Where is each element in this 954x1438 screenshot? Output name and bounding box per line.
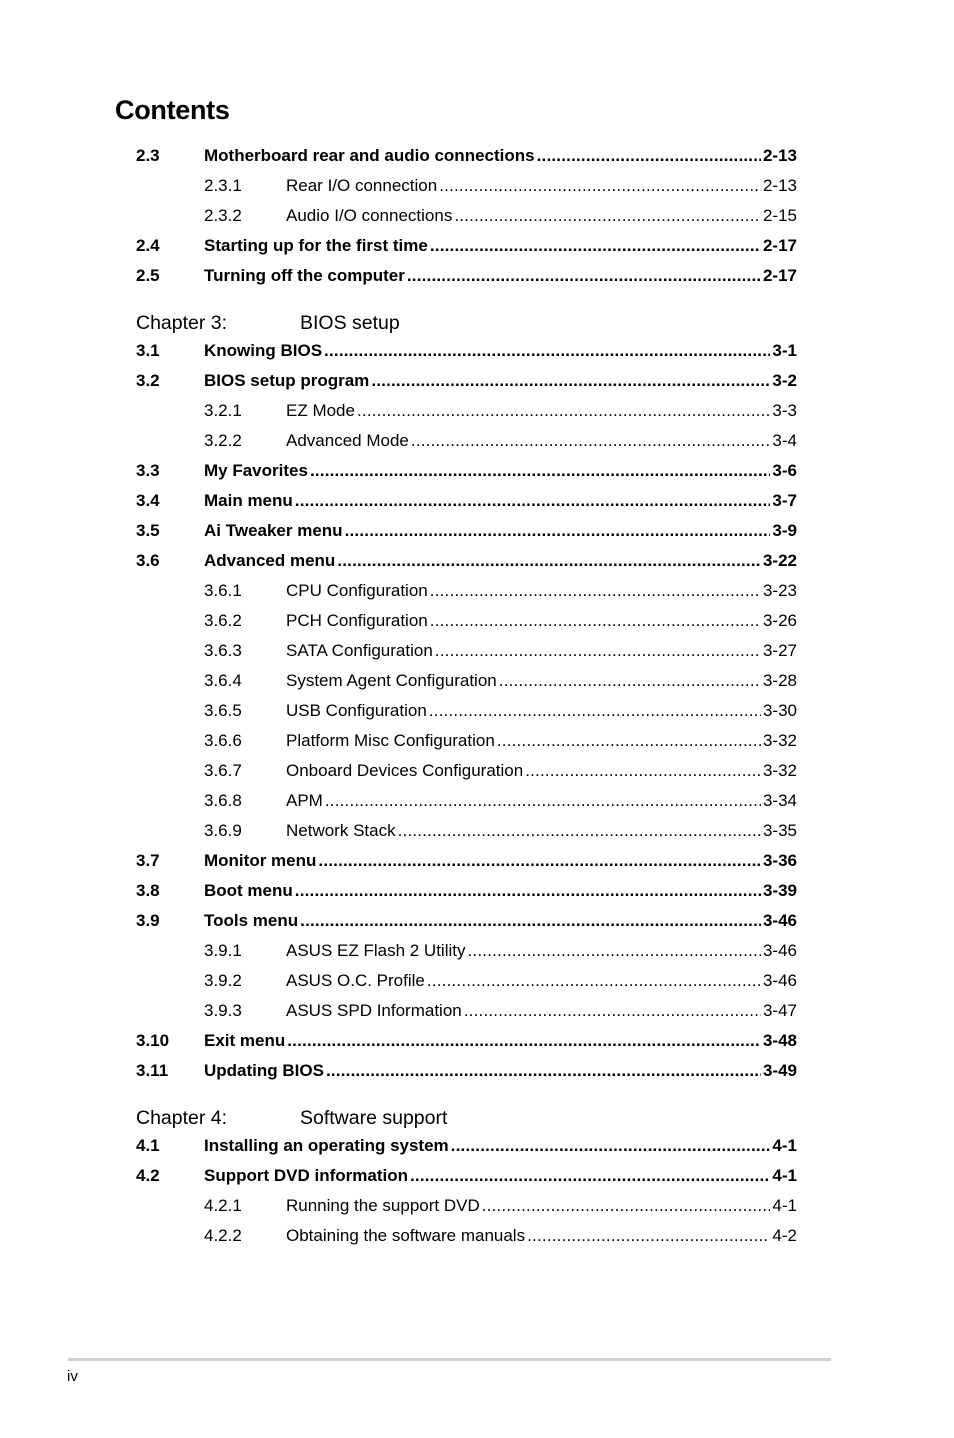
toc-section-entry[interactable] bbox=[0, 909, 954, 933]
section-number: 2.5 bbox=[136, 266, 160, 285]
dot-leader bbox=[427, 969, 761, 993]
page-number: 3-34 bbox=[762, 791, 797, 810]
dot-leader bbox=[499, 669, 761, 693]
dot-leader bbox=[468, 939, 761, 963]
page-number: 3-30 bbox=[762, 701, 797, 720]
page-number: 3-26 bbox=[762, 611, 797, 630]
section-number: 3.6.9 bbox=[204, 821, 242, 840]
page-number: 3-9 bbox=[772, 521, 797, 540]
page-number: 3-28 bbox=[762, 671, 797, 690]
page-number: 3-35 bbox=[762, 821, 797, 840]
dot-leader bbox=[295, 489, 771, 513]
dot-leader bbox=[325, 789, 761, 813]
page-number: 3-39 bbox=[762, 881, 797, 900]
page-number: 3-32 bbox=[762, 761, 797, 780]
page-number: 2-17 bbox=[762, 236, 797, 255]
section-title: SATA Configuration bbox=[286, 641, 433, 660]
section-number: 4.1 bbox=[136, 1136, 160, 1155]
dot-leader bbox=[407, 264, 761, 288]
section-number: 3.1 bbox=[136, 341, 160, 360]
dot-leader bbox=[371, 369, 770, 393]
section-title: Ai Tweaker menu bbox=[204, 521, 343, 540]
dot-leader bbox=[454, 204, 761, 228]
page-number: 3-49 bbox=[762, 1061, 797, 1080]
dot-leader bbox=[345, 519, 771, 543]
dot-leader bbox=[411, 429, 771, 453]
section-number: 3.6.8 bbox=[204, 791, 242, 810]
toc-section-entry[interactable] bbox=[0, 849, 954, 873]
page-number: 2-17 bbox=[762, 266, 797, 285]
section-number: 4.2.1 bbox=[204, 1196, 242, 1215]
section-number: 3.9.3 bbox=[204, 1001, 242, 1020]
page-number: 4-1 bbox=[772, 1196, 797, 1215]
toc-subsection-entry[interactable] bbox=[0, 819, 954, 843]
section-number: 3.8 bbox=[136, 881, 160, 900]
toc-subsection-entry[interactable] bbox=[0, 1224, 954, 1248]
toc-subsection-entry[interactable] bbox=[0, 1194, 954, 1218]
dot-leader bbox=[357, 399, 770, 423]
section-title: ASUS O.C. Profile bbox=[286, 971, 425, 990]
dot-leader bbox=[295, 879, 761, 903]
page-number: 2-15 bbox=[762, 206, 797, 225]
page-number: 3-27 bbox=[762, 641, 797, 660]
dot-leader bbox=[482, 1194, 771, 1218]
toc-subsection-entry[interactable] bbox=[0, 789, 954, 813]
page-number: 3-2 bbox=[772, 371, 797, 390]
section-number: 3.6.5 bbox=[204, 701, 242, 720]
toc-subsection-entry[interactable] bbox=[0, 729, 954, 753]
toc-subsection-entry[interactable] bbox=[0, 174, 954, 198]
section-number: 3.9.1 bbox=[204, 941, 242, 960]
section-number: 3.7 bbox=[136, 851, 160, 870]
page-number: 4-1 bbox=[772, 1166, 797, 1185]
section-number: 3.6.4 bbox=[204, 671, 242, 690]
toc-subsection-entry[interactable] bbox=[0, 399, 954, 423]
toc-subsection-entry[interactable] bbox=[0, 669, 954, 693]
section-title: Support DVD information bbox=[204, 1166, 408, 1185]
dot-leader bbox=[398, 819, 761, 843]
dot-leader bbox=[537, 144, 761, 168]
page-number: 3-46 bbox=[762, 971, 797, 990]
dot-leader bbox=[430, 579, 761, 603]
dot-leader bbox=[439, 174, 761, 198]
toc-subsection-entry[interactable] bbox=[0, 699, 954, 723]
chapter-label: Chapter 3: bbox=[136, 312, 228, 334]
footer-page-number: iv bbox=[67, 1368, 78, 1385]
section-title: ASUS SPD Information bbox=[286, 1001, 462, 1020]
section-title: CPU Configuration bbox=[286, 581, 428, 600]
section-title: EZ Mode bbox=[286, 401, 355, 420]
section-number: 3.6 bbox=[136, 551, 160, 570]
section-number: 4.2.2 bbox=[204, 1226, 242, 1245]
section-number: 3.3 bbox=[136, 461, 160, 480]
section-title: Monitor menu bbox=[204, 851, 317, 870]
chapter-title: Software support bbox=[300, 1107, 448, 1129]
section-title: PCH Configuration bbox=[286, 611, 428, 630]
page-number: 3-4 bbox=[772, 431, 797, 450]
toc-subsection-entry[interactable] bbox=[0, 759, 954, 783]
section-title: Rear I/O connection bbox=[286, 176, 438, 195]
toc-subsection-entry[interactable] bbox=[0, 999, 954, 1023]
toc-section-entry[interactable] bbox=[0, 1164, 954, 1188]
chapter-title: BIOS setup bbox=[300, 312, 400, 334]
section-number: 3.11 bbox=[136, 1061, 169, 1080]
page-number: 2-13 bbox=[762, 176, 797, 195]
toc-section-entry[interactable] bbox=[0, 144, 954, 168]
chapter-heading bbox=[0, 1104, 954, 1132]
dot-leader bbox=[464, 999, 761, 1023]
toc-section-entry[interactable] bbox=[0, 234, 954, 258]
page-number: 3-47 bbox=[762, 1001, 797, 1020]
section-number: 3.10 bbox=[136, 1031, 170, 1050]
dot-leader bbox=[337, 549, 761, 573]
toc-section-entry[interactable] bbox=[0, 519, 954, 543]
page-number: 3-32 bbox=[762, 731, 797, 750]
section-title: APM bbox=[286, 791, 323, 810]
section-title: Turning off the computer bbox=[204, 266, 405, 285]
footer-divider bbox=[68, 1358, 831, 1361]
dot-leader bbox=[429, 699, 761, 723]
section-number: 3.2.2 bbox=[204, 431, 242, 450]
toc-section-entry[interactable] bbox=[0, 339, 954, 363]
page-number: 4-2 bbox=[772, 1226, 797, 1245]
dot-leader bbox=[300, 909, 761, 933]
section-number: 2.4 bbox=[136, 236, 160, 255]
page-title: Contents bbox=[115, 95, 230, 125]
dot-leader bbox=[326, 1059, 761, 1083]
toc-section-entry[interactable] bbox=[0, 459, 954, 483]
section-number: 4.2 bbox=[136, 1166, 160, 1185]
page-number: 3-7 bbox=[772, 491, 797, 510]
page-number: 3-46 bbox=[762, 911, 797, 930]
page-number: 3-1 bbox=[772, 341, 797, 360]
section-title: Boot menu bbox=[204, 881, 293, 900]
toc-section-entry[interactable] bbox=[0, 264, 954, 288]
toc-section-entry[interactable] bbox=[0, 369, 954, 393]
dot-leader bbox=[318, 849, 761, 873]
section-title: Installing an operating system bbox=[204, 1136, 449, 1155]
section-title: BIOS setup program bbox=[204, 371, 370, 390]
section-title: My Favorites bbox=[204, 461, 308, 480]
section-number: 3.6.1 bbox=[204, 581, 242, 600]
dot-leader bbox=[430, 234, 761, 258]
section-number: 3.9 bbox=[136, 911, 160, 930]
page-number: 4-1 bbox=[772, 1136, 797, 1155]
section-number: 3.6.7 bbox=[204, 761, 242, 780]
section-number: 3.6.6 bbox=[204, 731, 242, 750]
page-number: 3-46 bbox=[762, 941, 797, 960]
toc-section-entry[interactable] bbox=[0, 549, 954, 573]
section-number: 3.2.1 bbox=[204, 401, 242, 420]
page-number: 3-22 bbox=[762, 551, 797, 570]
section-title: Audio I/O connections bbox=[286, 206, 453, 225]
toc-subsection-entry[interactable] bbox=[0, 969, 954, 993]
section-number: 3.6.3 bbox=[204, 641, 242, 660]
section-title: Exit menu bbox=[204, 1031, 286, 1050]
toc-subsection-entry[interactable] bbox=[0, 204, 954, 228]
section-title: System Agent Configuration bbox=[286, 671, 497, 690]
section-number: 2.3 bbox=[136, 146, 160, 165]
section-title: Advanced menu bbox=[204, 551, 336, 570]
toc-section-entry[interactable] bbox=[0, 879, 954, 903]
section-title: Running the support DVD bbox=[286, 1196, 480, 1215]
section-title: Tools menu bbox=[204, 911, 299, 930]
dot-leader bbox=[287, 1029, 761, 1053]
page-number: 3-6 bbox=[772, 461, 797, 480]
section-title: Updating BIOS bbox=[204, 1061, 324, 1080]
toc-section-entry[interactable] bbox=[0, 1059, 954, 1083]
page-number: 2-13 bbox=[762, 146, 797, 165]
toc-section-entry[interactable] bbox=[0, 1134, 954, 1158]
toc-section-entry[interactable] bbox=[0, 489, 954, 513]
toc-subsection-entry[interactable] bbox=[0, 639, 954, 663]
toc-subsection-entry[interactable] bbox=[0, 579, 954, 603]
section-title: Advanced Mode bbox=[286, 431, 409, 450]
section-number: 3.5 bbox=[136, 521, 160, 540]
dot-leader bbox=[497, 729, 761, 753]
section-number: 3.4 bbox=[136, 491, 160, 510]
section-number: 2.3.2 bbox=[204, 206, 242, 225]
section-title: USB Configuration bbox=[286, 701, 427, 720]
page-number: 3-36 bbox=[762, 851, 797, 870]
section-title: Network Stack bbox=[286, 821, 396, 840]
chapter-label: Chapter 4: bbox=[136, 1107, 228, 1129]
dot-leader bbox=[451, 1134, 771, 1158]
section-title: Motherboard rear and audio connections bbox=[204, 146, 535, 165]
toc-subsection-entry[interactable] bbox=[0, 429, 954, 453]
section-title: Obtaining the software manuals bbox=[286, 1226, 526, 1245]
dot-leader bbox=[310, 459, 770, 483]
section-number: 3.6.2 bbox=[204, 611, 242, 630]
toc-section-entry[interactable] bbox=[0, 1029, 954, 1053]
section-number: 2.3.1 bbox=[204, 176, 242, 195]
section-number: 3.9.2 bbox=[204, 971, 242, 990]
section-title: Onboard Devices Configuration bbox=[286, 761, 524, 780]
section-title: Main menu bbox=[204, 491, 293, 510]
section-number: 3.2 bbox=[136, 371, 160, 390]
dot-leader bbox=[525, 759, 761, 783]
dot-leader bbox=[435, 639, 761, 663]
chapter-heading bbox=[0, 309, 954, 337]
page-number: 3-3 bbox=[772, 401, 797, 420]
section-title: Starting up for the first time bbox=[204, 236, 428, 255]
dot-leader bbox=[410, 1164, 770, 1188]
page-number: 3-48 bbox=[762, 1031, 797, 1050]
section-title: ASUS EZ Flash 2 Utility bbox=[286, 941, 466, 960]
toc-subsection-entry[interactable] bbox=[0, 609, 954, 633]
dot-leader bbox=[527, 1224, 770, 1248]
toc-subsection-entry[interactable] bbox=[0, 939, 954, 963]
section-title: Platform Misc Configuration bbox=[286, 731, 495, 750]
page-number: 3-23 bbox=[762, 581, 797, 600]
dot-leader bbox=[324, 339, 770, 363]
section-title: Knowing BIOS bbox=[204, 341, 323, 360]
dot-leader bbox=[430, 609, 761, 633]
